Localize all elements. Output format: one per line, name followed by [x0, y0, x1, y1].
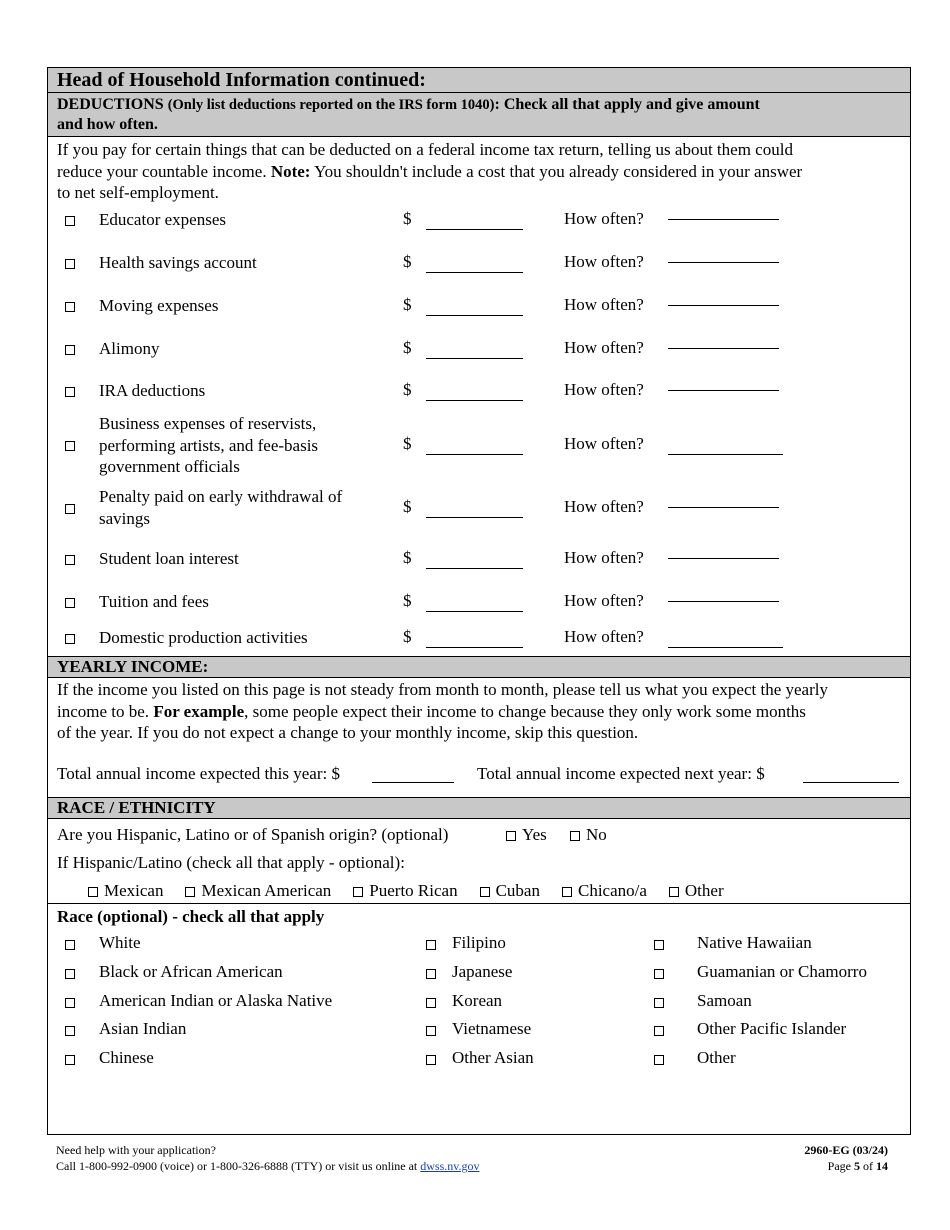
form-id: 2960-EG (03/24)	[804, 1143, 888, 1157]
deduction-amount-field[interactable]	[426, 271, 523, 273]
race-checkbox[interactable]	[654, 1055, 664, 1065]
race-checkbox[interactable]	[65, 940, 75, 950]
race-checkbox[interactable]	[426, 1026, 436, 1036]
race-checkbox[interactable]	[65, 1055, 75, 1065]
deduction-amount-field[interactable]	[426, 610, 523, 612]
how-often-field[interactable]	[668, 506, 779, 508]
deduction-amount-field[interactable]	[426, 567, 523, 569]
hispanic-origin-checkbox[interactable]	[562, 887, 572, 897]
income-next-year-field[interactable]	[803, 781, 899, 783]
race-option-label: Japanese	[452, 962, 513, 981]
deduction-checkbox[interactable]	[65, 504, 75, 514]
hispanic-origin-option[interactable]: Other	[669, 881, 724, 901]
deduction-checkbox[interactable]	[65, 302, 75, 312]
race-checkbox[interactable]	[426, 998, 436, 1008]
hispanic-origin-checkbox[interactable]	[88, 887, 98, 897]
race-option-label: Native Hawaiian	[697, 933, 812, 952]
section-title-bar	[48, 68, 910, 93]
how-often-label: How often?	[564, 337, 644, 357]
race-option-label: Other	[697, 1048, 736, 1067]
hispanic-subquestion: If Hispanic/Latino (check all that apply - optional):	[57, 853, 405, 872]
deduction-checkbox[interactable]	[65, 634, 75, 644]
how-often-label: How often?	[564, 590, 644, 610]
how-often-label: How often?	[564, 251, 644, 271]
deduction-amount-field[interactable]	[426, 646, 523, 648]
race-option-label: White	[99, 933, 141, 952]
deduction-checkbox[interactable]	[65, 441, 75, 451]
hispanic-yes-checkbox[interactable]	[506, 831, 516, 841]
race-header: Race (optional) - check all that apply	[57, 907, 325, 926]
deductions-header-bar	[48, 93, 910, 137]
how-often-label: How often?	[564, 379, 644, 399]
hispanic-yes-option[interactable]: Yes	[506, 825, 547, 845]
dollar-sign: $	[403, 626, 412, 646]
race-checkbox[interactable]	[65, 969, 75, 979]
race-checkbox[interactable]	[426, 940, 436, 950]
race-checkbox[interactable]	[426, 969, 436, 979]
race-option-label: Filipino	[452, 933, 506, 952]
race-option-label: Black or African American	[99, 962, 283, 981]
hispanic-origin-checkbox[interactable]	[353, 887, 363, 897]
how-often-label: How often?	[564, 294, 644, 314]
hispanic-no-option[interactable]: No	[570, 825, 607, 845]
income-this-year-label: Total annual income expected this year: $	[57, 764, 340, 783]
how-often-field[interactable]	[668, 304, 779, 306]
deduction-label: Educator expenses	[99, 210, 226, 229]
how-often-label: How often?	[564, 496, 644, 516]
dollar-sign: $	[403, 547, 412, 567]
race-option-label: Other Asian	[452, 1048, 534, 1067]
how-often-label: How often?	[564, 547, 644, 567]
race-checkbox[interactable]	[65, 998, 75, 1008]
dollar-sign: $	[403, 294, 412, 314]
how-often-label: How often?	[564, 208, 644, 228]
deduction-label: IRA deductions	[99, 381, 206, 400]
hispanic-origin-option[interactable]: Mexican	[88, 881, 163, 901]
deduction-amount-field[interactable]	[426, 228, 523, 230]
dollar-sign: $	[403, 337, 412, 357]
race-checkbox[interactable]	[654, 969, 664, 979]
deduction-checkbox[interactable]	[65, 345, 75, 355]
how-often-field[interactable]	[668, 646, 783, 648]
deduction-checkbox[interactable]	[65, 259, 75, 269]
race-option-label: Chinese	[99, 1048, 154, 1067]
race-checkbox[interactable]	[65, 1026, 75, 1036]
how-often-field[interactable]	[668, 261, 779, 263]
dollar-sign: $	[403, 208, 412, 228]
hispanic-origin-checkbox[interactable]	[480, 887, 490, 897]
race-checkbox[interactable]	[654, 1026, 664, 1036]
hispanic-origin-option[interactable]: Mexican American	[185, 881, 331, 901]
race-ethnicity-header-bar	[48, 797, 910, 819]
deduction-amount-field[interactable]	[426, 453, 523, 455]
hispanic-origin-checkbox[interactable]	[185, 887, 195, 897]
race-option-label: American Indian or Alaska Native	[99, 991, 333, 1010]
dollar-sign: $	[403, 496, 412, 516]
income-this-year-field[interactable]	[372, 781, 454, 783]
deduction-label: Alimony	[99, 339, 160, 358]
deduction-label: Business expenses of reservists, performing artists, and fee-basis government officials	[99, 414, 319, 476]
deduction-checkbox[interactable]	[65, 555, 75, 565]
yearly-income-header-bar	[48, 656, 910, 678]
deduction-label: Penalty paid on early withdrawal of savings	[99, 487, 343, 528]
deduction-amount-field[interactable]	[426, 516, 523, 518]
how-often-field[interactable]	[668, 218, 779, 220]
deduction-checkbox[interactable]	[65, 216, 75, 226]
form-frame	[47, 67, 911, 1135]
deduction-label: Student loan interest	[99, 549, 239, 568]
how-often-label: How often?	[564, 434, 644, 454]
deduction-label: Moving expenses	[99, 296, 219, 315]
dollar-sign: $	[403, 434, 412, 454]
how-often-field[interactable]	[668, 557, 779, 559]
race-option-label: Other Pacific Islander	[697, 1019, 847, 1038]
race-option-label: Guamanian or Chamorro	[697, 962, 867, 981]
race-checkbox[interactable]	[426, 1055, 436, 1065]
race-option-label: Samoan	[697, 991, 752, 1010]
race-option-label: Asian Indian	[99, 1019, 187, 1038]
hispanic-options	[88, 881, 746, 901]
how-often-field[interactable]	[668, 347, 779, 349]
footer-form-info: 2960-EG (03/24) Page 5 of 14	[804, 1143, 888, 1173]
race-checkbox[interactable]	[654, 940, 664, 950]
how-often-field[interactable]	[668, 600, 779, 602]
hispanic-origin-option[interactable]: Chicano/a	[562, 881, 647, 901]
hispanic-question: Are you Hispanic, Latino or of Spanish origin? (optional)	[57, 825, 449, 844]
deduction-checkbox[interactable]	[65, 387, 75, 397]
hispanic-origin-checkbox[interactable]	[669, 887, 679, 897]
dollar-sign: $	[403, 251, 412, 271]
deductions-header: DEDUCTIONS (Only list deductions reported on the IRS form 1040): Check all that apply and give amount and how often.	[57, 96, 760, 133]
deduction-checkbox[interactable]	[65, 598, 75, 608]
deduction-amount-field[interactable]	[426, 399, 523, 401]
how-often-field[interactable]	[668, 389, 779, 391]
hispanic-origin-option[interactable]: Cuban	[480, 881, 540, 901]
how-often-label: How often?	[564, 626, 644, 646]
deduction-amount-field[interactable]	[426, 314, 523, 316]
hispanic-no-checkbox[interactable]	[570, 831, 580, 841]
race-checkbox[interactable]	[654, 998, 664, 1008]
how-often-field[interactable]	[668, 453, 783, 455]
hispanic-origin-option[interactable]: Puerto Rican	[353, 881, 457, 901]
race-option-label: Korean	[452, 991, 503, 1010]
race-ethnicity-header: RACE / ETHNICITY	[57, 798, 216, 817]
income-next-year-label: Total annual income expected next year: $	[477, 764, 765, 783]
dollar-sign: $	[403, 379, 412, 399]
deduction-amount-field[interactable]	[426, 357, 523, 359]
deduction-label: Tuition and fees	[99, 592, 209, 611]
yearly-income-text: If the income you listed on this page is not steady from month to month, please tell us what you expect the yearly income to be. For example, some people expect their income to change because they only work some months of the year. If you do not expect a change to your monthly income, skip this question.	[57, 680, 828, 742]
footer-help: Need help with your application? Call 1-800-992-0900 (voice) or 1-800-326-6888 (TTY) or visit us online at dwss.nv.gov	[56, 1143, 480, 1173]
footer-website-link[interactable]: dwss.nv.gov	[420, 1159, 480, 1173]
deduction-label: Health savings account	[99, 253, 257, 272]
page-title: Head of Household Information continued:	[57, 69, 426, 91]
race-option-label: Vietnamese	[452, 1019, 532, 1038]
yearly-income-header: YEARLY INCOME:	[57, 657, 209, 676]
deductions-intro: If you pay for certain things that can be deducted on a federal income tax return, telling us about them could reduce your countable income. Note: You shouldn't include a cost that you already considered in your answer to net self-employment.	[57, 140, 803, 202]
deduction-label: Domestic production activities	[99, 628, 308, 647]
dollar-sign: $	[403, 590, 412, 610]
